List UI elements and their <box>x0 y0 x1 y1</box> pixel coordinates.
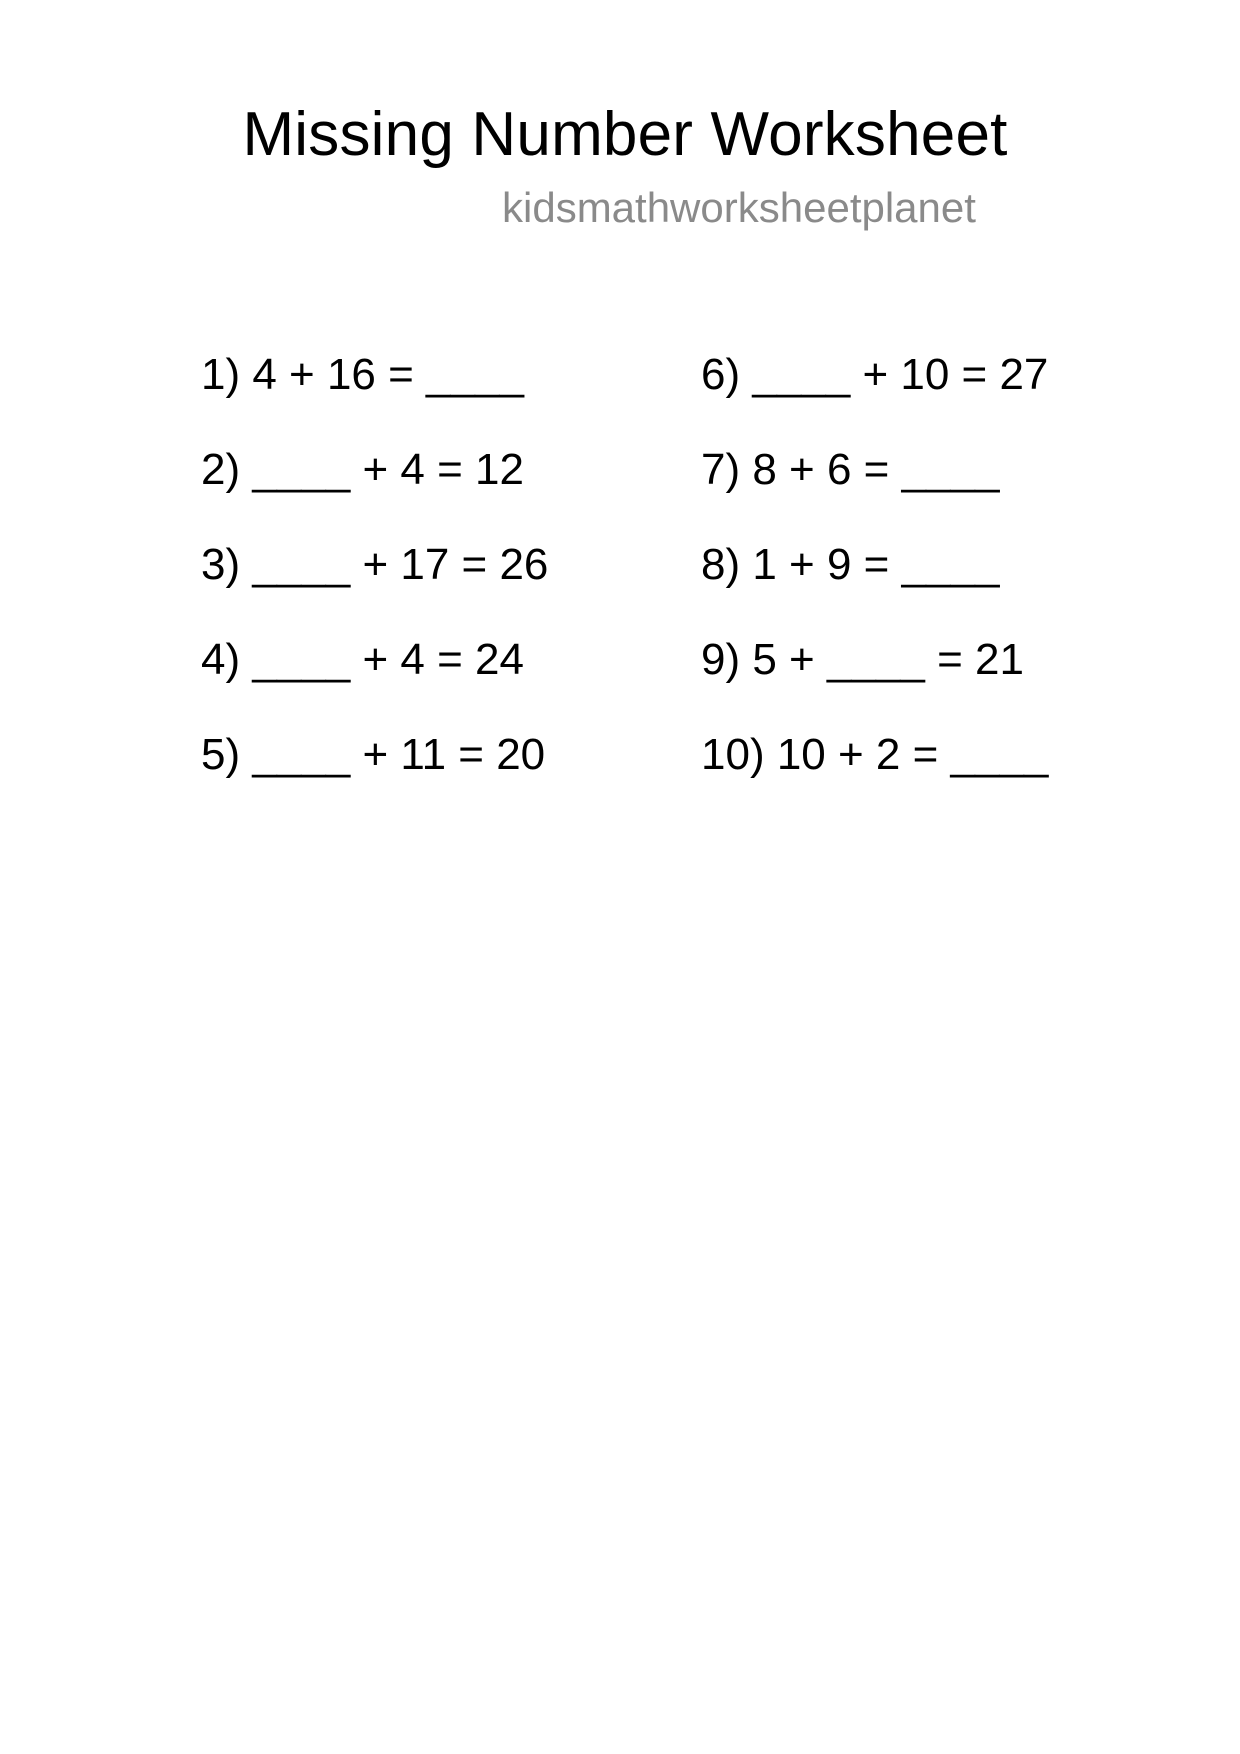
problem-9: 9) 5 + ____ = 21 <box>701 635 1024 684</box>
problems-column-left <box>201 349 548 824</box>
problem-2: 2) ____ + 4 = 12 <box>201 445 524 494</box>
problem-3: 3) ____ + 17 = 26 <box>201 540 549 589</box>
problem-5: 5) ____ + 11 = 20 <box>201 730 546 779</box>
problem-7: 7) 8 + 6 = ____ <box>701 445 1000 494</box>
problem-1: 1) 4 + 16 = ____ <box>201 350 524 399</box>
site-watermark-text: kidsmathworksheetplanet <box>502 184 976 231</box>
problem-8: 8) 1 + 9 = ____ <box>701 540 1000 589</box>
problem-6: 6) ____ + 10 = 27 <box>701 350 1049 399</box>
problem-10: 10) 10 + 2 = ____ <box>701 730 1049 779</box>
problems-column-right <box>701 349 1048 824</box>
page-title: Missing Number Worksheet <box>242 100 1008 169</box>
problem-4: 4) ____ + 4 = 24 <box>201 635 524 684</box>
